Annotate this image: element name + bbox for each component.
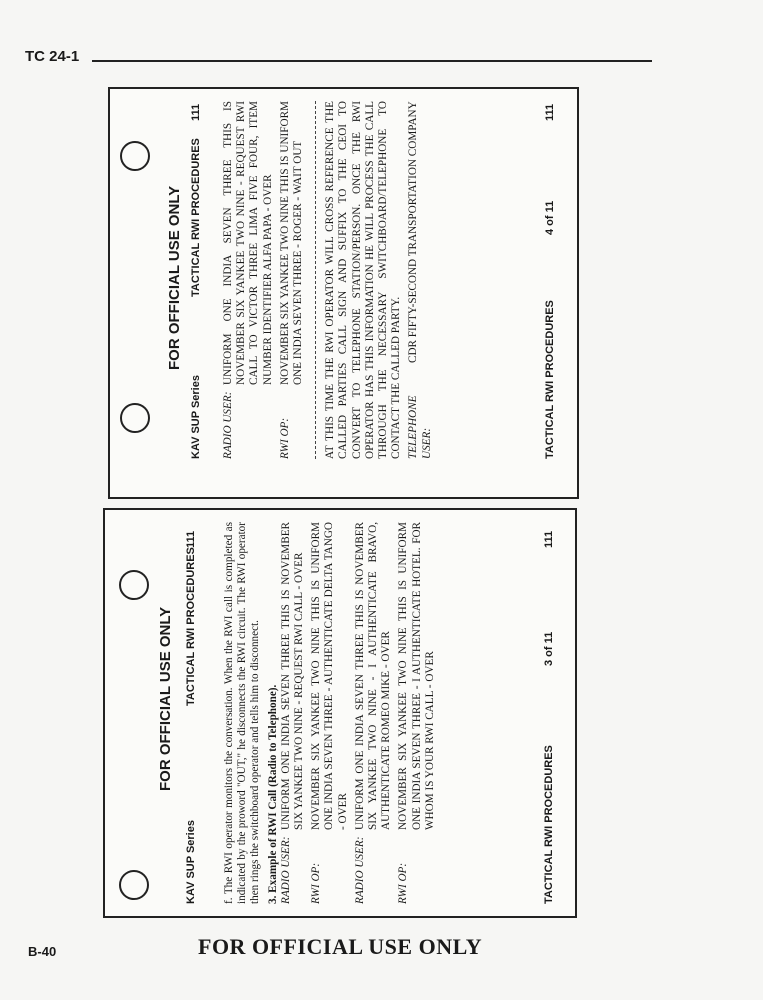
exchange-row bbox=[407, 101, 433, 459]
exchange-row bbox=[397, 522, 437, 904]
dotted-divider bbox=[315, 101, 316, 459]
header-rule bbox=[92, 60, 652, 62]
binder-hole-icon bbox=[119, 870, 149, 900]
document-id: TC 24-1 bbox=[25, 48, 80, 65]
card-classification: FOR OFFICIAL USE ONLY bbox=[157, 606, 174, 791]
card-footer-code: 111 bbox=[544, 103, 556, 121]
card-series: KAV SUP Series bbox=[190, 375, 202, 459]
exchange-row bbox=[222, 101, 275, 459]
card-page-3-content bbox=[105, 510, 575, 916]
speaker-role: RADIO USER: bbox=[353, 836, 366, 904]
binder-hole-icon bbox=[120, 141, 150, 171]
speaker-text: UNIFORM ONE INDIA SEVEN THREE THIS IS NOVEMBER SIX YANKEE TWO NINE - REQUEST RWI CALL TO VICTOR THREE LIMA FIVE FOUR, ITEM NUMBER IDENTIFIER ALFA PAPA - OVER bbox=[222, 101, 274, 385]
section-heading: 3. Example of RWI Call (Radio to Telephone). bbox=[266, 684, 279, 904]
card-procedures-title: TACTICAL RWI PROCEDURES bbox=[190, 138, 202, 297]
speaker-role: TELEPHONE USER: bbox=[407, 395, 433, 459]
speaker-role: RADIO USER: bbox=[222, 391, 234, 459]
speaker-role: RWI OP: bbox=[397, 862, 410, 904]
page-number: B-40 bbox=[28, 944, 57, 959]
binder-hole-icon bbox=[120, 403, 150, 433]
speaker-text: UNIFORM ONE INDIA SEVEN THREE THIS IS NOVEMBER SIX YANKEE TWO NINE - I AUTHENTICATE BRAVO, AUTHENTICATE ROMEO MIKE - OVER bbox=[353, 522, 393, 830]
card-footer-procedures: TACTICAL RWI PROCEDURES bbox=[543, 745, 555, 904]
speaker-text: NOVEMBER SIX YANKEE TWO NINE THIS IS UNIFORM ONE INDIA SEVEN THREE - I AUTHENTICATE HOTEL. FOR WHOM IS YOUR RWI CALL - OVER bbox=[397, 522, 436, 830]
card-footer-page: 4 of 11 bbox=[544, 200, 556, 235]
speaker-text: UNIFORM ONE INDIA SEVEN THREE THIS IS NOVEMBER SIX YANKEE TWO NINE - REQUEST RWI CALL - OVER bbox=[279, 522, 306, 830]
card-page-4-content bbox=[110, 89, 577, 497]
speaker-text: NOVEMBER SIX YANKEE TWO NINE THIS IS UNIFORM ONE INDIA SEVEN THREE - AUTHENTICATE DELTA TANGO - OVER bbox=[310, 522, 349, 830]
exchange-row bbox=[354, 522, 394, 904]
card-code: 111 bbox=[190, 103, 202, 121]
speaker-role: RWI OP: bbox=[278, 417, 291, 459]
speaker-text: CDR FIFTY-SECOND TRANSPORTATION COMPANY bbox=[407, 101, 420, 363]
speaker-text: NOVEMBER SIX YANKEE TWO NINE THIS IS UNIFORM ONE INDIA SEVEN THREE - ROGER - WAIT OUT bbox=[278, 101, 305, 385]
card-series: KAV SUP Series bbox=[185, 820, 197, 904]
card-page-3 bbox=[103, 508, 577, 918]
exchange-row bbox=[310, 522, 350, 904]
card-footer-procedures: TACTICAL RWI PROCEDURES bbox=[544, 300, 556, 459]
card-footer-page: 3 of 11 bbox=[543, 631, 555, 666]
exchange-row bbox=[280, 522, 306, 904]
card-page-4 bbox=[108, 87, 579, 499]
card-footer-code: 111 bbox=[543, 530, 555, 548]
card-code: 111 bbox=[185, 530, 197, 548]
speaker-role: RWI OP: bbox=[310, 862, 323, 904]
card-body bbox=[223, 522, 441, 904]
operator-note: AT THIS TIME THE RWI OPERATOR WILL CROSS REFERENCE THE CALLED PARTIES CALL SIGN AND SUFFIX TO THE CEOI TO CONVERT TO TELEPHONE STATION/PERSON. ONCE THE RWI OPERATOR HAS THIS INFORMATION HE WILL PROCESS THE CALL THROUGH THE NECESSARY SWITCHBOARD/TELEPHONE TO CONTACT THE CALLED PARTY. bbox=[324, 101, 403, 459]
card-procedures-title: TACTICAL RWI PROCEDURES bbox=[185, 547, 197, 706]
card-classification: FOR OFFICIAL USE ONLY bbox=[166, 185, 183, 370]
exchange-row bbox=[279, 101, 305, 459]
speaker-role: RADIO USER: bbox=[279, 836, 292, 904]
footer-classification: FOR OFFICIAL USE ONLY bbox=[198, 934, 483, 959]
card-body bbox=[222, 101, 438, 459]
paragraph-f: f. The RWI operator monitors the conversation. When the RWI call is completed as indicated by the proword "OUT," he disconnects the RWI circuit. The RWI operator then rings the switchboard operator and tells him to disconnect. bbox=[223, 522, 262, 904]
binder-hole-icon bbox=[119, 570, 149, 600]
